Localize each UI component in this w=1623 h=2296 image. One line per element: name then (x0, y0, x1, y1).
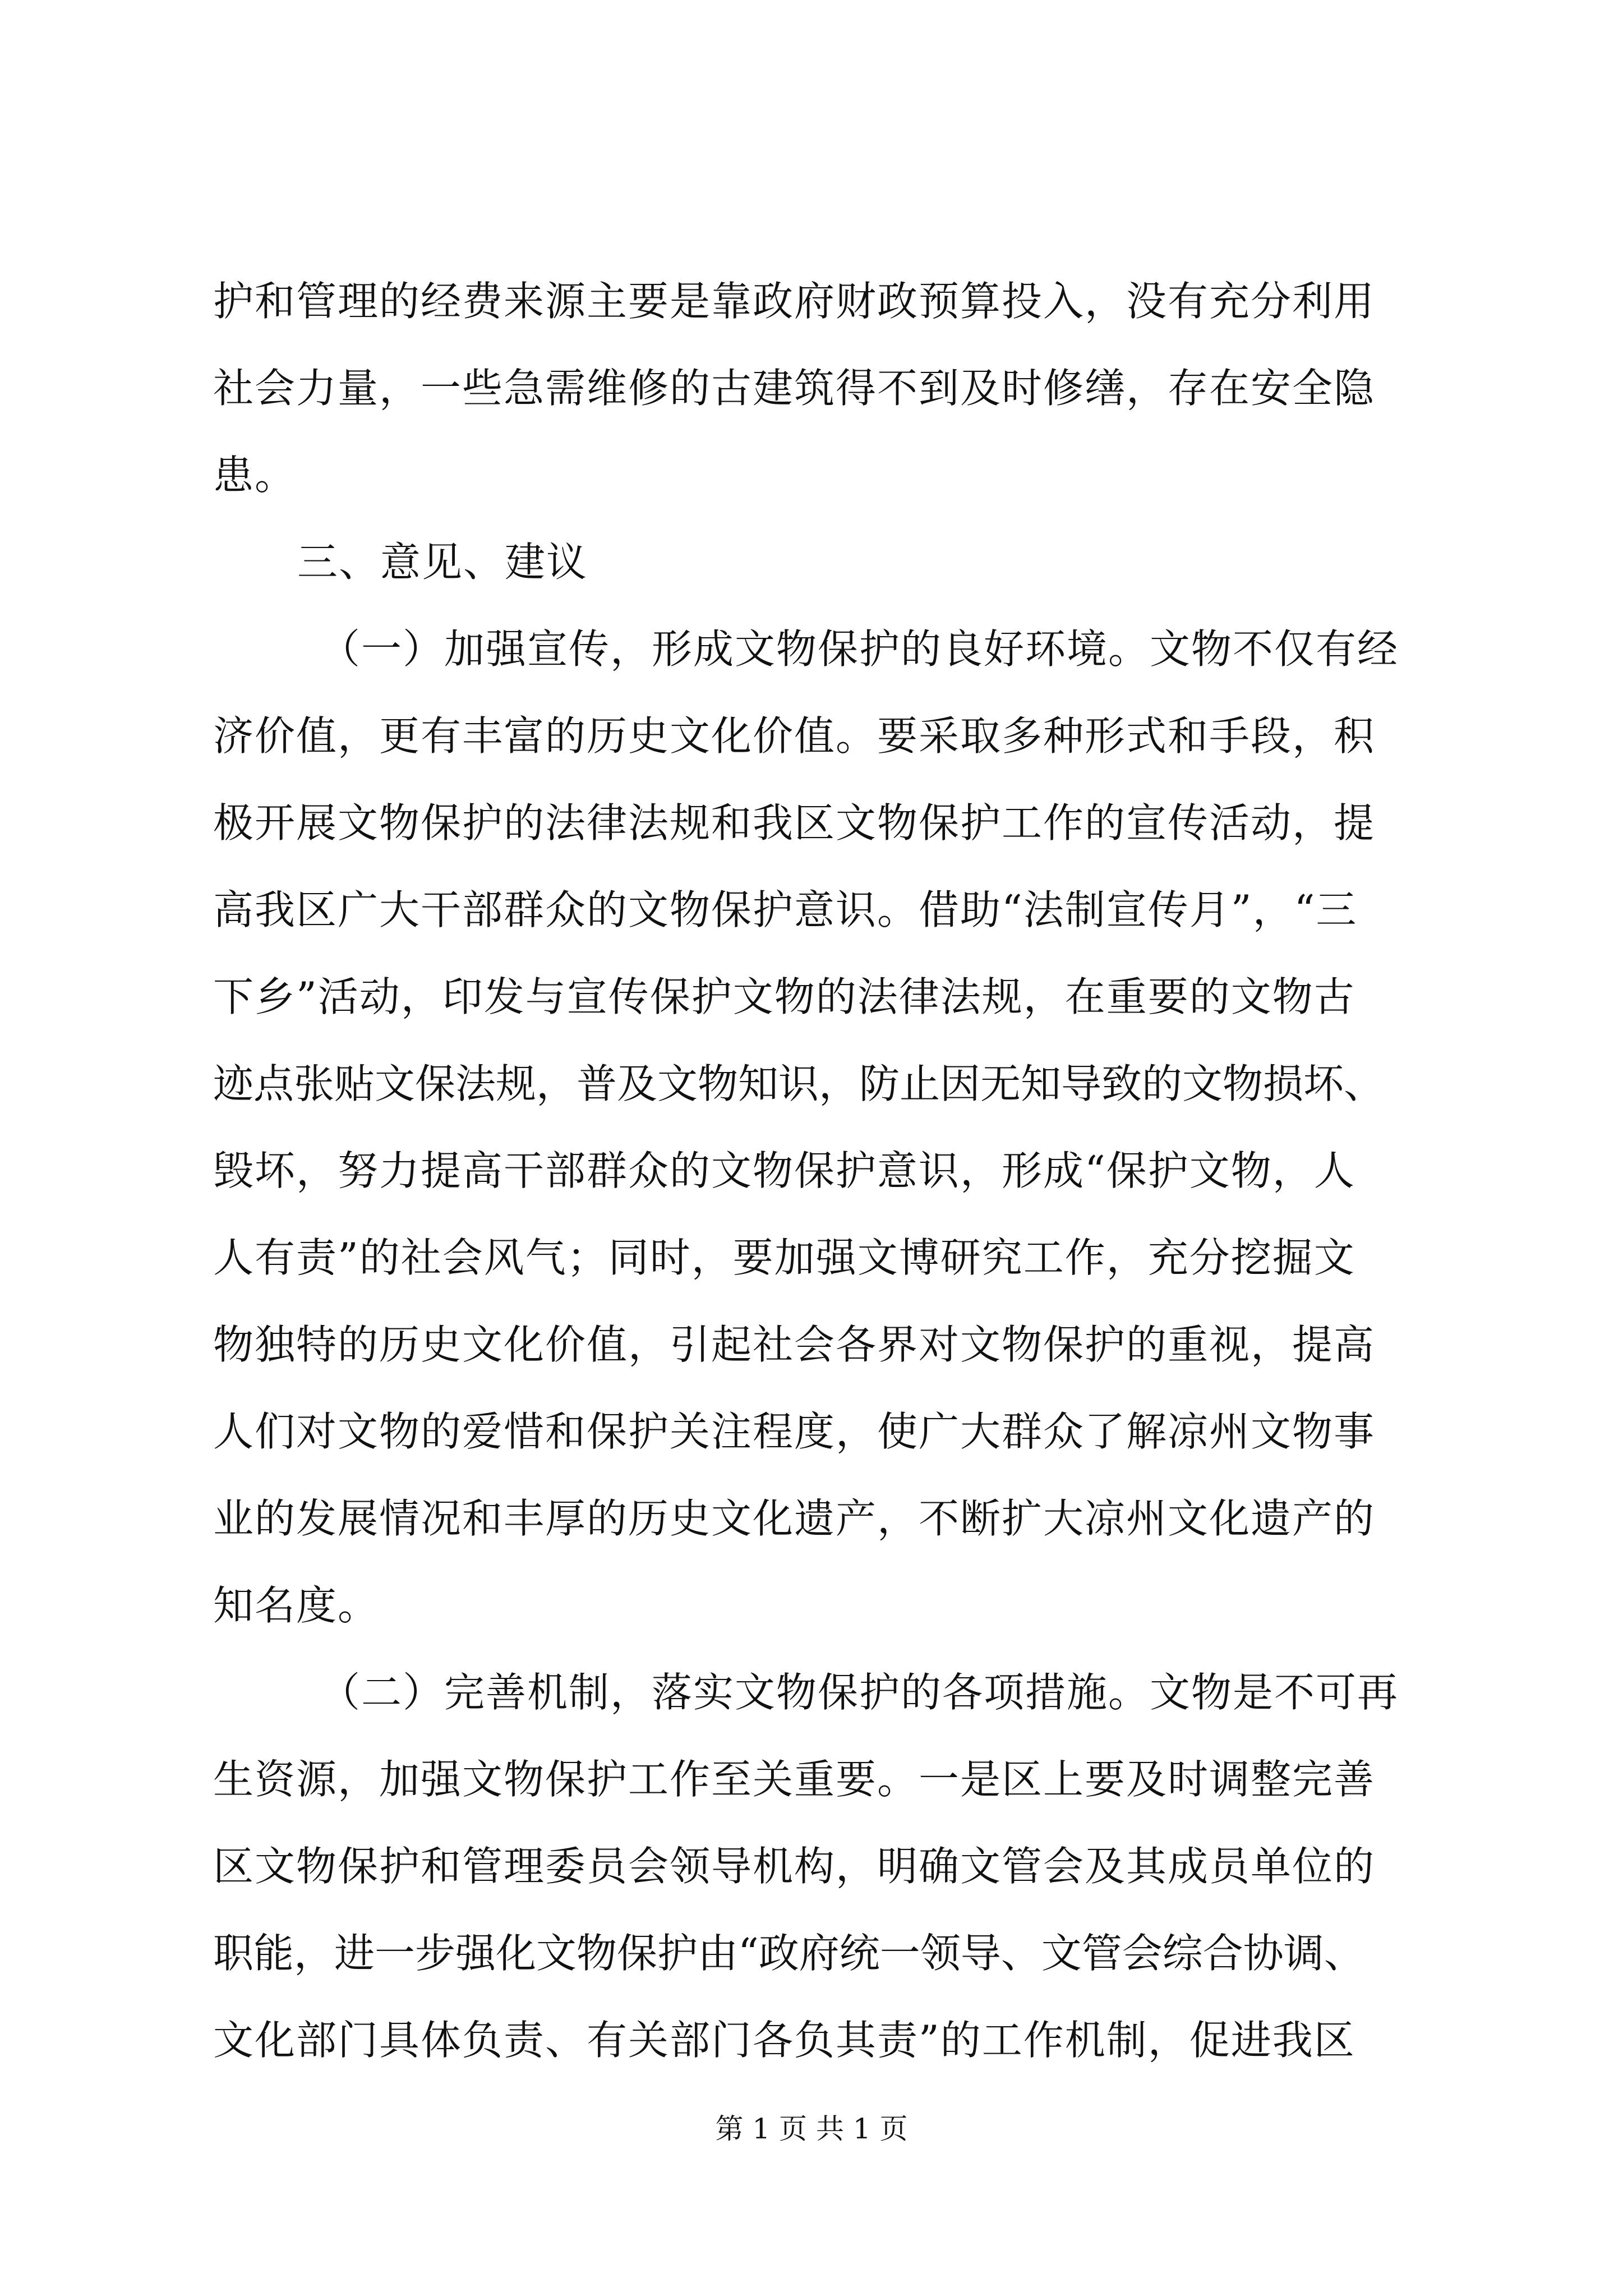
body-line: 业的发展情况和丰厚的历史文化遗产，不断扩大凉州文化遗产的 (213, 1495, 1376, 1542)
body-line: 患。 (213, 452, 297, 499)
body-line: 迹点张贴文保法规，普及文物知识，防止因无知导致的文物损坏、 (213, 1060, 1385, 1107)
body-line: 人有责”的社会风气；同时，要加强文博研究工作，充分挖掘文 (213, 1234, 1355, 1281)
body-line: 知名度。 (213, 1582, 380, 1629)
body-line: 极开展文物保护的法律法规和我区文物保护工作的宣传活动，提 (213, 799, 1376, 846)
body-line: 社会力量，一些急需维修的古建筑得不到及时修缮，存在安全隐 (213, 365, 1376, 412)
body-line: 区文物保护和管理委员会领导机构，明确文管会及其成员单位的 (213, 1843, 1376, 1890)
document-body (213, 258, 1413, 2084)
body-line: 济价值，更有丰富的历史文化价值。要采取多种形式和手段，积 (213, 712, 1376, 760)
body-line: 毁坏，努力提高干部群众的文物保护意识，形成“保护文物，人 (213, 1147, 1355, 1194)
body-line: 职能，进一步强化文物保护由“政府统一领导、文管会综合协调、 (213, 1930, 1364, 1977)
body-line: 护和管理的经费来源主要是靠政府财政预算投入，没有充分利用 (213, 278, 1376, 325)
body-line: 生资源，加强文物保护工作至关重要。一是区上要及时调整完善 (213, 1756, 1376, 1803)
subsection-heading-line: （一）加强宣传，形成文物保护的良好环境。文物不仅有经 (320, 625, 1399, 673)
subsection-heading-line: （二）完善机制，落实文物保护的各项措施。文物是不可再 (320, 1669, 1399, 1716)
page-footer (0, 2109, 1623, 2148)
section-heading: 三、意见、建议 (297, 539, 588, 586)
body-line: 人们对文物的爱惜和保护关注程度，使广大群众了解凉州文物事 (213, 1408, 1376, 1455)
body-line: 文化部门具体负责、有关部门各负其责”的工作机制，促进我区 (213, 2017, 1355, 2064)
body-line: 下乡”活动，印发与宣传保护文物的法律法规，在重要的文物古 (213, 973, 1355, 1020)
page-number-label: 第 1 页 共 1 页 (715, 2113, 908, 2145)
body-line: 物独特的历史文化价值，引起社会各界对文物保护的重视，提高 (213, 1321, 1376, 1368)
body-line: 高我区广大干部群众的文物保护意识。借助“法制宣传月”，“三 (213, 886, 1358, 933)
